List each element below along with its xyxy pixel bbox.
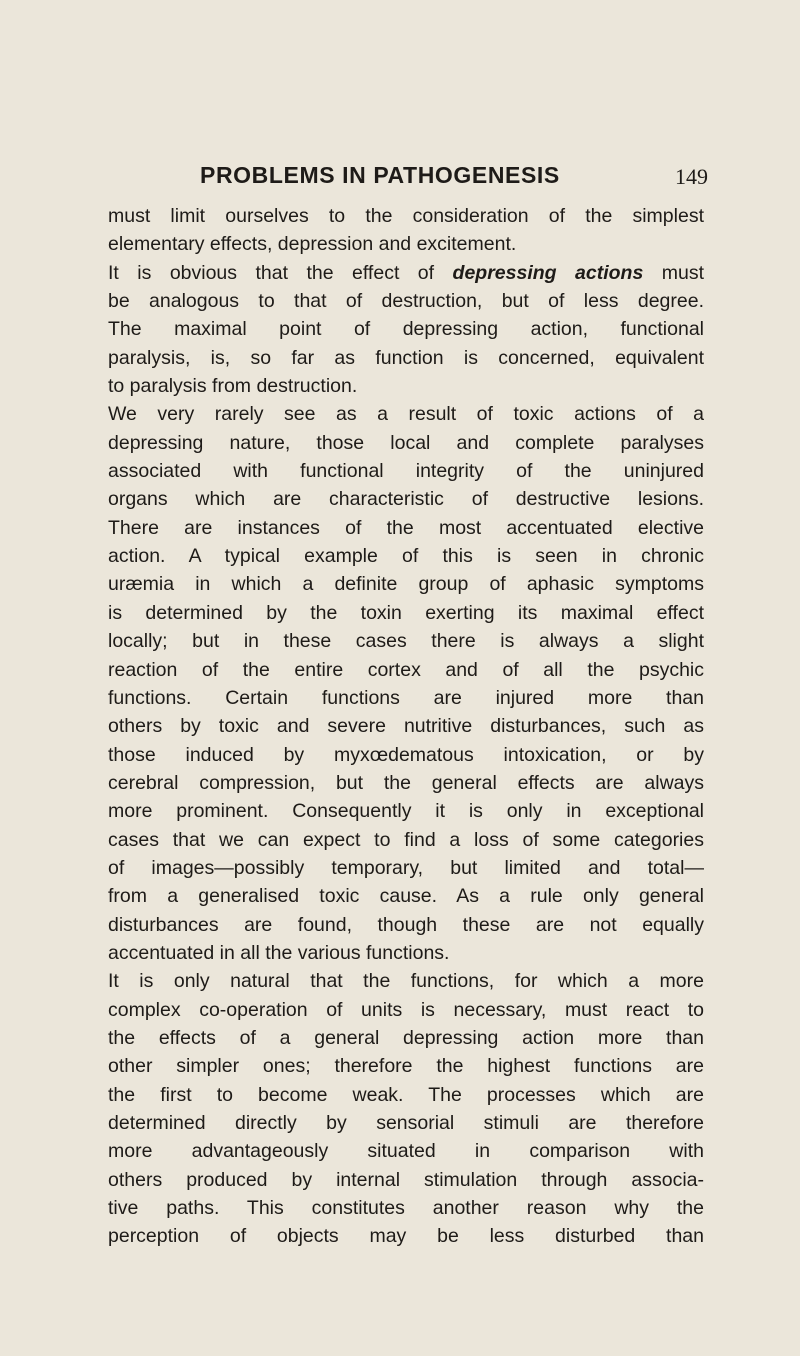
emphasized-text: depressing actions — [452, 261, 644, 284]
running-head — [108, 162, 708, 192]
text-line: associated with functional integrity of the uninjured — [108, 460, 704, 483]
text-line: paralysis, is, so far as function is concerned, equivalent — [108, 346, 704, 369]
page-number: 149 — [675, 164, 708, 189]
text-line: disturbances are found, though these are not equally — [108, 913, 704, 936]
body-text — [108, 202, 704, 1251]
text-line: others by toxic and severe nutritive disturbances, such as — [108, 715, 704, 738]
text-line: to paralysis from destruction. — [108, 375, 358, 398]
text-line: must limit ourselves to the consideration of the simplest — [108, 205, 704, 227]
text-line: The maximal point of depressing action, functional — [108, 318, 704, 341]
text-line: reaction of the entire cortex and of all the psychic — [108, 658, 704, 681]
text-line: those induced by myxœdematous intoxication, or by — [108, 743, 704, 766]
text-line: of images—possibly temporary, but limited and total— — [108, 856, 704, 879]
text-line: is determined by the toxin exerting its maximal effect — [108, 601, 704, 624]
text-line: functions. Certain functions are injured more than — [108, 686, 704, 709]
text-line: action. A typical example of this is seen in chronic — [108, 545, 704, 568]
running-title: PROBLEMS IN PATHOGENESIS — [200, 162, 560, 188]
text-line: uræmia in which a definite group of aphasic symptoms — [108, 573, 704, 596]
text-line: the first to become weak. The processes which are — [108, 1083, 704, 1106]
text-line: determined directly by sensorial stimuli are therefore — [108, 1112, 704, 1134]
text-line: depressing nature, those local and complete paralyses — [108, 431, 704, 454]
text-line: be analogous to that of destruction, but of less degree. — [108, 290, 704, 313]
text-line: There are instances of the most accentuated elective — [108, 516, 704, 539]
text-line — [108, 259, 704, 287]
text-line: locally; but in these cases there is always a slight — [108, 630, 704, 653]
text-line: We very rarely see as a result of toxic actions of a — [108, 403, 704, 426]
text-line: It is only natural that the functions, for which a more — [108, 970, 704, 993]
text-line: cases that we can expect to find a loss of some categories — [108, 828, 704, 851]
text-line: cerebral compression, but the general effects are always — [108, 771, 704, 794]
text-line: others produced by internal stimulation through associa- — [108, 1168, 704, 1191]
text-segment: must — [643, 261, 704, 284]
text-segment: It is obvious that the effect of — [108, 261, 453, 284]
text-line: complex co-operation of units is necessary, must react to — [108, 998, 704, 1021]
text-line: elementary effects, depression and excitement. — [108, 233, 517, 256]
text-line: organs which are characteristic of destructive lesions. — [108, 488, 704, 511]
text-line: other simpler ones; therefore the highest functions are — [108, 1055, 704, 1078]
text-line: more prominent. Consequently it is only in exceptional — [108, 800, 704, 823]
text-line: from a generalised toxic cause. As a rule only general — [108, 885, 704, 908]
text-line: accentuated in all the various functions. — [108, 941, 450, 964]
text-line: perception of objects may be less disturbed than — [108, 1225, 704, 1248]
text-line: the effects of a general depressing action more than — [108, 1026, 704, 1049]
text-line: more advantageously situated in comparison with — [108, 1140, 704, 1163]
text-line: tive paths. This constitutes another reason why the — [108, 1197, 704, 1220]
